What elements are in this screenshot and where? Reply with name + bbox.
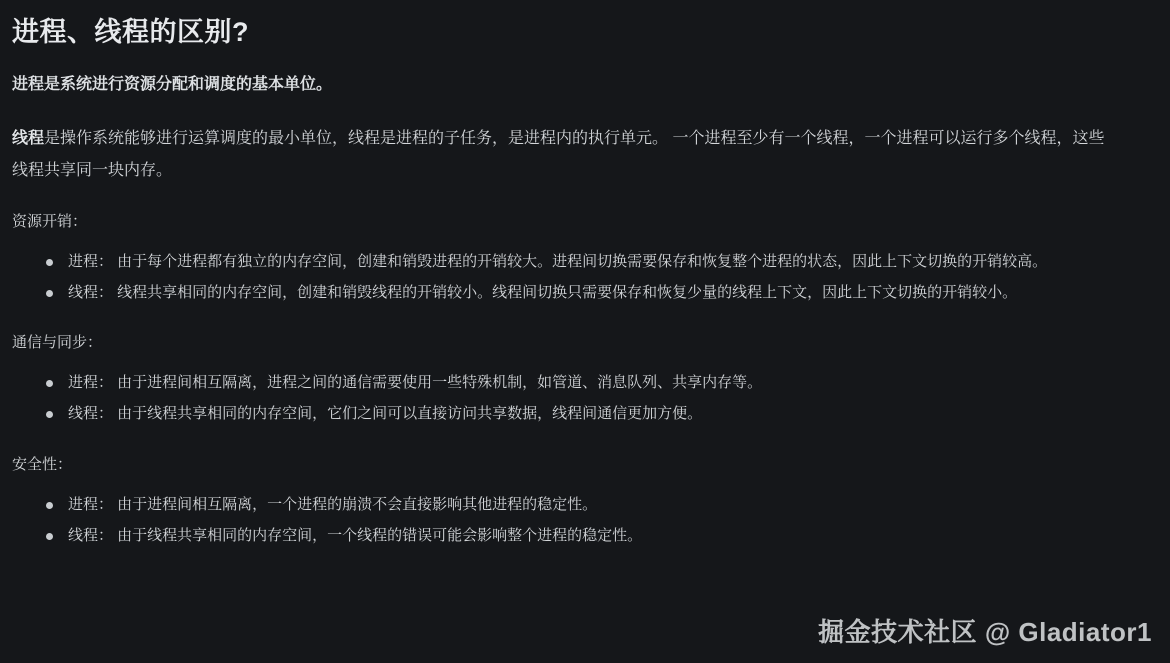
list-item: 进程： 由于每个进程都有独立的内存空间，创建和销毁进程的开销较大。进程间切换需要保存和恢复整个进程的状态，因此上下文切换的开销较高。: [42, 249, 1143, 275]
page-title: 进程、线程的区别?: [12, 17, 249, 47]
section-heading-resource: 资源开销：: [12, 212, 88, 230]
section-list-communication: [12, 370, 1152, 427]
list-item: 线程： 由于线程共享相同的内存空间，它们之间可以直接访问共享数据，线程间通信更加方便。: [42, 401, 1143, 427]
section-list-resource: [12, 249, 1152, 306]
intro-paragraph: [12, 123, 1117, 185]
section-heading-safety: 安全性：: [12, 455, 73, 473]
section-list-safety: [12, 492, 1152, 549]
list-item: 线程： 由于线程共享相同的内存空间，一个线程的错误可能会影响整个进程的稳定性。: [42, 523, 1143, 549]
intro-paragraph-text: 是操作系统能够进行运算调度的最小单位，线程是进程的子任务，是进程内的执行单元。 一个进程至少有一个线程，一个进程可以运行多个线程，这些线程共享同一块内存。: [12, 130, 1105, 179]
list-item: 线程： 线程共享相同的内存空间，创建和销毁线程的开销较小。线程间切换只需要保存和恢复少量的线程上下文，因此上下文切换的开销较小。: [42, 280, 1143, 306]
list-item: 进程： 由于进程间相互隔离，一个进程的崩溃不会直接影响其他进程的稳定性。: [42, 492, 1143, 518]
section-heading-communication: 通信与同步：: [12, 334, 103, 352]
list-item: 进程： 由于进程间相互隔离，进程之间的通信需要使用一些特殊机制，如管道、消息队列、共享内存等。: [42, 370, 1143, 396]
intro-paragraph-keyword: 线程: [12, 130, 45, 148]
lead-paragraph: 进程是系统进行资源分配和调度的基本单位。: [12, 75, 333, 93]
watermark: 掘金技术社区 @ Gladiator1: [818, 617, 1152, 647]
